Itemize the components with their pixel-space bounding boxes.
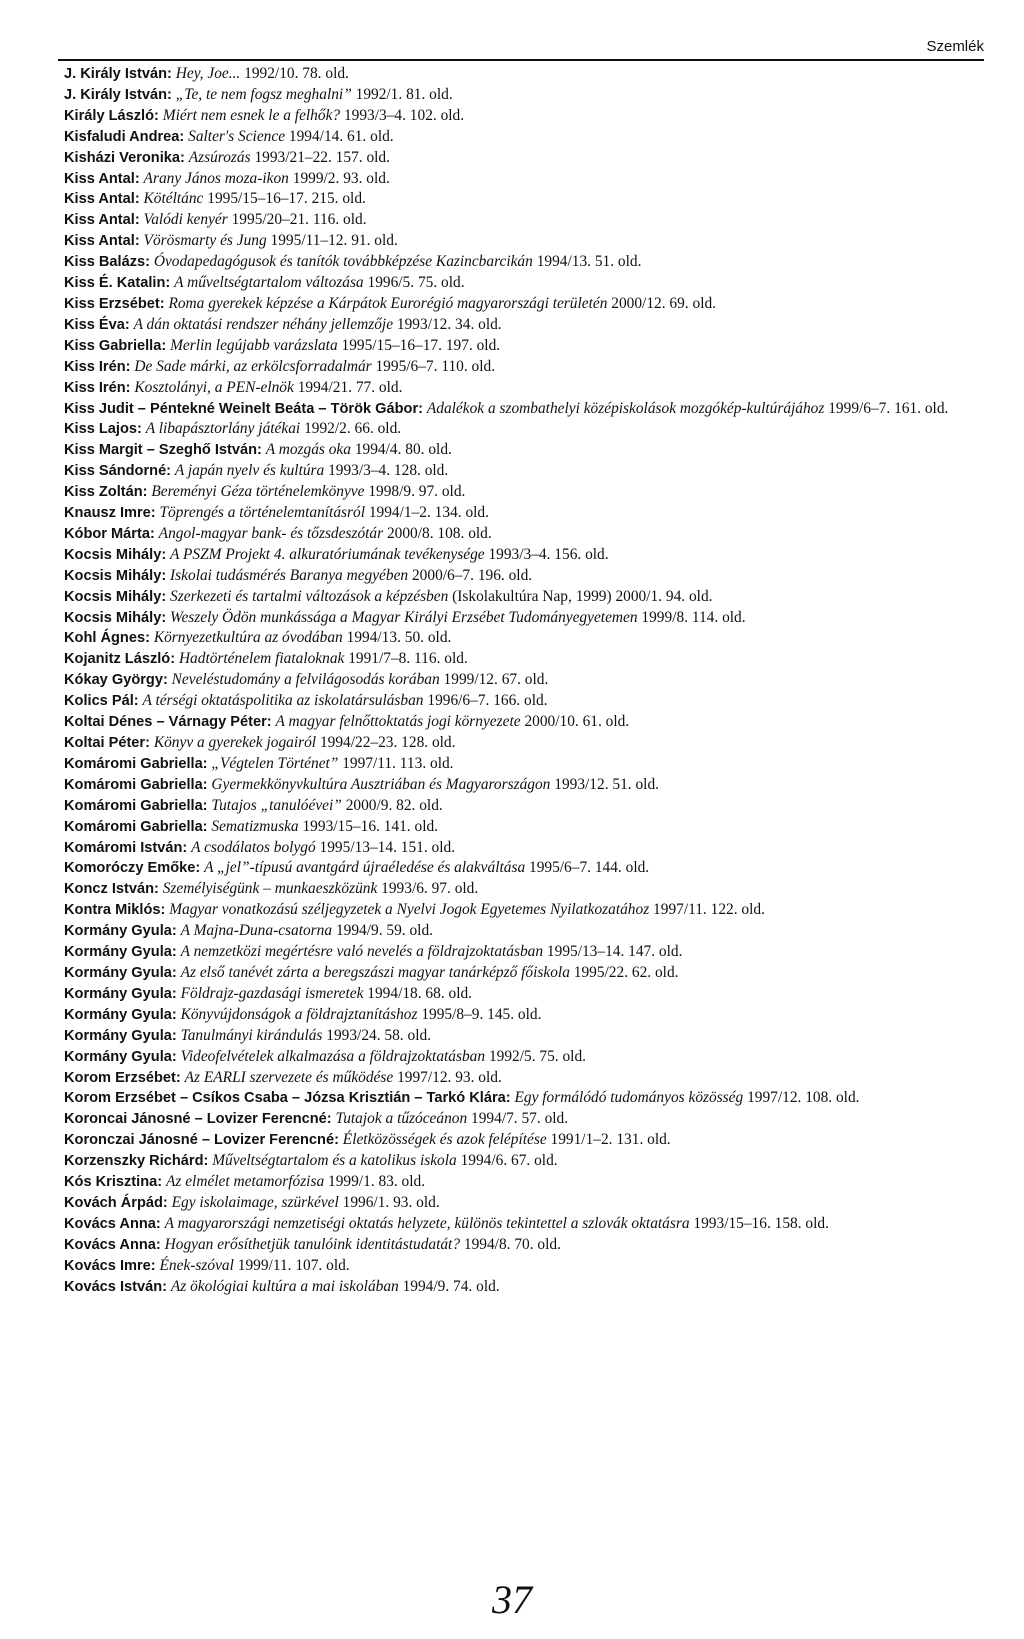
entry-author: Kormány Gyula: [64,1027,177,1044]
bibliography-entry [64,1193,976,1214]
entry-reference: 1993/21–22. 157. old. [254,148,390,166]
entry-author: Kovács Anna: [64,1236,161,1253]
entry-author: Kiss Balázs: [64,254,150,271]
bibliography-entry [64,127,976,148]
bibliography-entry [64,210,976,231]
entry-author: Kiss É. Katalin: [64,275,171,292]
bibliography-entry [64,252,976,273]
entry-author: Király László: [64,107,159,124]
entry-title: Arany János moza-ikon [143,169,289,187]
entry-author: Kovács Anna: [64,1215,161,1232]
entry-title: Műveltségtartalom és a katolikus iskola [212,1152,457,1170]
entry-reference: 1993/3–4. 102. old. [343,106,465,124]
section-title: Szemlék [926,38,984,55]
bibliography-entry [64,628,976,649]
entry-title: Merlin legújabb varázslata [170,336,338,354]
bibliography-entry [64,649,976,670]
entry-title: „Te, te nem fogsz meghalni” [175,85,352,103]
entry-author: Kókay György: [64,672,168,689]
entry-author: Koltai Péter: [64,735,150,751]
entry-author: Kormány Gyula: [64,985,177,1002]
entry-title: Tutajok a tűzóceánon [335,1110,468,1128]
bibliography-entry [64,524,976,545]
entry-author: J. Király István: [64,86,172,103]
entry-reference: 2000/12. 69. old. [611,294,717,312]
bibliography-entry [64,1109,976,1130]
entry-title: A dán oktatási rendszer néhány jellemzője [133,315,394,333]
entry-title: Hogyan erősíthetjük tanulóink identitástudatát? [164,1235,461,1253]
entry-title: Neveléstudomány a felvilágosodás korában [171,671,440,689]
entry-reference: 1995/15–16–17. 197. old. [341,336,501,354]
entry-author: Kiss Irén: [64,358,131,375]
bibliography-entry [64,189,976,210]
entry-title: Iskolai tudásmérés Baranya megyében [170,566,409,584]
entry-author: Koltai Dénes – Várnagy Péter: [64,714,272,731]
entry-reference: 1995/20–21. 116. old. [231,211,367,229]
entry-author: Korzenszky Richárd: [64,1153,209,1170]
entry-author: Kiss Éva: [64,316,130,333]
bibliography-entry [64,231,976,252]
entry-author: Kiss Zoltán: [64,484,148,501]
bibliography-entry [64,879,976,900]
entry-title: Gyermekkönyvkultúra Ausztriában és Magyarországon [211,775,551,793]
entry-author: Kormány Gyula: [64,944,177,961]
entry-reference: 1991/7–8. 116. old. [348,650,468,668]
bibliography-entry [64,336,976,357]
bibliography-entry [64,1068,976,1089]
entry-title: Töprengés a történelemtanításról [159,504,365,522]
bibliography-entry [64,900,976,921]
entry-author: Kós Krisztina: [64,1174,163,1191]
entry-author: Kiss Sándorné: [64,463,172,480]
entry-reference: 1993/12. 34. old. [396,315,502,333]
entry-title: A nemzetközi megértésre való nevelés a földrajzoktatásban [180,943,544,961]
entry-author: Kormány Gyula: [64,923,177,940]
bibliography-entry [64,670,976,691]
entry-author: Komoróczy Emőke: [64,860,201,877]
bibliography-entry [64,775,976,796]
bibliography-entry [64,273,976,294]
bibliography-entry [64,64,976,85]
bibliography-entry [64,315,976,336]
entry-reference: 1994/13. 51. old. [536,253,642,271]
entry-title: De Sade márki, az erkölcsforradalmár [134,357,372,375]
entry-title: Hadtörténelem fiataloknak [178,650,345,668]
entry-author: Kormány Gyula: [64,1006,177,1023]
entry-author: Komáromi Gabriella: [64,755,208,772]
bibliography-entry [64,1005,976,1026]
entry-title: Az elmélet metamorfózisa [165,1173,325,1191]
bibliography-entry [64,357,976,378]
entry-author: Koncz István: [64,881,159,898]
bibliography-entry [64,942,976,963]
entry-reference: 1995/6–7. 144. old. [529,859,650,877]
entry-title: Személyiségünk – munkaeszközünk [162,880,378,898]
bibliography-entry [64,712,976,733]
bibliography-entry [64,378,976,399]
entry-reference: 1994/22–23. 128. old. [319,734,456,751]
entry-title: Környezetkultúra az óvodában [153,629,343,647]
entry-author: Korom Erzsébet – Csíkos Csaba – Józsa Krisztián – Tarkó Klára: [64,1090,511,1107]
entry-reference: 1995/22. 62. old. [573,963,679,981]
entry-title: Könyv a gyerekek jogairól [153,734,317,751]
page-number: 37 [492,1577,532,1622]
entry-author: Kisházi Veronika: [64,149,185,166]
entry-title: Videofelvételek alkalmazása a földrajzoktatásban [180,1047,486,1065]
bibliography-entry [64,169,976,190]
entry-author: Komáromi Gabriella: [64,818,208,835]
entry-author: Kolics Pál: [64,693,139,710]
entry-title: A magyar felnőttoktatás jogi környezete [275,713,521,731]
entry-author: Korom Erzsébet: [64,1069,181,1086]
entry-title: „Végtelen Történet” [211,754,339,772]
entry-reference: 1993/15–16. 141. old. [302,817,439,835]
bibliography-entry [64,419,976,440]
entry-title: A csodálatos bolygó [191,838,316,856]
entry-title: Tanulmányi kirándulás [180,1026,323,1044]
entry-title: Miért nem esnek le a felhők? [162,106,341,124]
entry-title: Valódi kenyér [143,211,228,229]
entry-reference: 1993/3–4. 156. old. [488,545,609,563]
entry-author: Kocsis Mihály: [64,588,167,605]
bibliography-entry [64,754,976,775]
entry-reference: 2000/6–7. 196. old. [411,566,533,584]
entry-title: Egy iskolaimage, szürkével [171,1193,339,1211]
entry-title: A mozgás oka [265,441,351,459]
entry-reference: 1999/12. 67. old. [443,671,549,689]
entry-title: A japán nyelv és kultúra [174,462,325,480]
entry-title: Egy formálódó tudományos közösség [514,1089,744,1107]
entry-title: Az EARLI szervezete és működése [184,1068,394,1086]
entry-author: Koroncai Jánosné – Lovizer Ferencné: [64,1111,332,1128]
bibliography-entry [64,482,976,503]
entry-reference: 1997/12. 108. old. [747,1089,860,1107]
bibliography-entry [64,1026,976,1047]
entry-reference: 1993/3–4. 128. old. [328,462,449,480]
entry-author: Kocsis Mihály: [64,546,167,563]
entry-reference: 1995/13–14. 147. old. [546,943,683,961]
bibliography-entry [64,963,976,984]
entry-reference: 1995/6–7. 110. old. [375,357,496,375]
entry-title: Az ökológiai kultúra a mai iskolában [170,1277,399,1295]
entry-reference: 1992/2. 66. old. [304,420,402,438]
entry-author: Komáromi Gabriella: [64,776,208,793]
bibliography-entry [64,294,976,315]
entry-reference: 1993/15–16. 158. old. [693,1214,829,1232]
entry-reference: 1995/11–12. 91. old. [270,232,398,250]
bibliography-entry [64,1047,976,1068]
entry-author: Kormány Gyula: [64,964,177,981]
entry-reference: 1996/6–7. 166. old. [427,692,548,710]
bibliography-entry [64,566,976,587]
bibliography-entry [64,796,976,817]
entry-author: Kocsis Mihály: [64,567,167,584]
entry-reference: 1994/7. 57. old. [471,1110,569,1128]
entry-title: Vörösmarty és Jung [143,232,267,250]
entry-reference: 1994/21. 77. old. [297,378,403,396]
entry-reference: 1994/14. 61. old. [288,127,394,145]
bibliography-entry [64,440,976,461]
entry-title: A „jel”-típusú avantgárd újraéledése és alakváltása [204,859,526,877]
bibliography-entry [64,399,976,420]
entry-title: Tutajos „tanulóévei” [211,796,342,814]
entry-reference: 1993/6. 97. old. [381,880,479,898]
entry-reference: 1999/6–7. 161. old. [828,399,949,417]
entry-reference: 1996/1. 93. old. [342,1193,440,1211]
entry-author: Kiss Irén: [64,379,131,396]
bibliography-entry [64,1277,976,1298]
bibliography-entry [64,817,976,838]
bibliography-entry [64,858,976,879]
entry-title: Kötéltánc [143,190,204,208]
entry-reference: 1991/1–2. 131. old. [550,1131,671,1149]
entry-title: Weszely Ödön munkássága a Magyar Királyi Erzsébet Tudományegyetemen [170,608,638,626]
entry-reference: 1994/6. 67. old. [460,1152,558,1170]
entry-author: Kóbor Márta: [64,525,155,542]
entry-reference: 2000/9. 82. old. [345,796,443,814]
bibliography-entry [64,1130,976,1151]
entry-author: Kiss Antal: [64,233,140,250]
entry-author: Kiss Lajos: [64,421,142,438]
bibliography-entry [64,545,976,566]
entry-reference: 1994/13. 50. old. [346,629,452,647]
entry-author: Kovách Árpád: [64,1194,168,1211]
entry-reference: 1995/15–16–17. 215. old. [207,190,366,208]
entry-author: Kojanitz László: [64,651,176,668]
entry-reference: 1996/5. 75. old. [367,274,465,292]
entry-title: Roma gyerekek képzése a Kárpátok Eurorégió magyarországi területén [168,294,608,312]
entry-title: Az első tanévét zárta a beregszászi magyar tanárképző főiskola [180,963,570,981]
bibliography-entry [64,1172,976,1193]
entry-title: Magyar vonatkozású széljegyzetek a Nyelvi Jogok Egyetemes Nyilatkozatához [169,901,650,919]
entry-reference: 1995/13–14. 151. old. [319,838,456,856]
entry-reference: 1998/9. 97. old. [368,483,466,501]
bibliography-entry [64,85,976,106]
entry-author: Kiss Erzsébet: [64,295,165,312]
entry-author: Kiss Judit – Péntekné Weinelt Beáta – Török Gábor: [64,400,423,417]
entry-title: Salter's Science [188,127,286,145]
entry-title: Ének-szóval [159,1256,234,1274]
bibliography-entry [64,461,976,482]
entry-reference: 1993/12. 51. old. [554,775,659,793]
bibliography-entry [64,1256,976,1277]
entry-reference: 1994/1–2. 134. old. [368,504,489,522]
entry-reference: 1994/9. 59. old. [335,922,433,940]
entry-title: A műveltségtartalom változása [174,274,364,292]
entry-reference: 1994/8. 70. old. [463,1235,561,1253]
entry-reference: 1995/8–9. 145. old. [421,1005,542,1023]
entry-title: Óvodapedagógusok és tanítók továbbképzése Kazincbarcikán [153,253,533,271]
entry-author: Koronczai Jánosné – Lovizer Ferencné: [64,1132,339,1149]
entry-title: A libapásztorlány játékai [145,420,301,438]
bibliography-entry [64,733,976,754]
entry-author: Kormány Gyula: [64,1048,177,1065]
entry-title: Életközösségek és azok felépítése [342,1131,547,1149]
entry-title: Könyvújdonságok a földrajztanításhoz [180,1005,418,1023]
entry-reference: 1994/18. 68. old. [367,984,473,1002]
entry-author: Kiss Antal: [64,212,140,229]
entry-reference: 1999/11. 107. old. [237,1256,350,1274]
entry-title: Kosztolányi, a PEN-elnök [134,378,294,396]
entry-author: J. Király István: [64,66,172,82]
bibliography-entry [64,984,976,1005]
entry-title: A magyarországi nemzetiségi oktatás helyzete, különös tekintettel a szlovák oktatásra [164,1214,690,1232]
entry-author: Kiss Gabriella: [64,337,167,354]
entry-author: Kovács Imre: [64,1257,156,1274]
bibliography-entry [64,148,976,169]
entry-title: Hey, Joe... [175,65,241,82]
entry-author: Kisfaludi Andrea: [64,128,185,145]
bibliography-entry [64,608,976,629]
entry-reference: 1994/4. 80. old. [354,441,452,459]
entry-reference: 1992/5. 75. old. [488,1047,586,1065]
entry-title: Azsúrozás [188,148,251,166]
entry-title: A térségi oktatáspolitika az iskolatársulásban [142,692,424,710]
page-header [58,26,984,66]
bibliography-list [64,64,976,1297]
header-rule [58,59,984,61]
entry-reference: 1992/1. 81. old. [355,85,453,103]
entry-title: Angol-magyar bank- és tőzsdeszótár [158,524,384,542]
entry-reference: 1999/1. 83. old. [328,1173,426,1191]
entry-reference: 1992/10. 78. old. [244,65,349,82]
entry-reference: 2000/8. 108. old. [386,524,492,542]
entry-title: Sematizmuska [211,817,299,835]
entry-title: Földrajz-gazdasági ismeretek [180,984,364,1002]
entry-title: A Majna-Duna-csatorna [180,922,333,940]
entry-reference: 1999/2. 93. old. [292,169,390,187]
entry-author: Knausz Imre: [64,505,156,522]
entry-title: Adalékok a szombathelyi középiskolások mozgókép-kultúrájához [426,399,825,417]
entry-reference: (Iskolakultúra Nap, 1999) 2000/1. 94. old. [452,587,713,605]
entry-author: Kovács István: [64,1278,168,1295]
entry-reference: 1997/11. 122. old. [653,901,765,919]
entry-reference: 2000/10. 61. old. [524,713,630,731]
entry-reference: 1993/24. 58. old. [326,1026,432,1044]
bibliography-entry [64,1151,976,1172]
bibliography-entry [64,691,976,712]
entry-author: Kocsis Mihály: [64,609,167,626]
entry-title: Szerkezeti és tartalmi változások a képzésben [170,587,449,605]
entry-author: Kiss Antal: [64,170,140,187]
bibliography-entry [64,1088,976,1109]
entry-author: Kiss Antal: [64,191,140,208]
bibliography-entry [64,838,976,859]
entry-author: Komáromi Gabriella: [64,797,208,814]
bibliography-entry [64,1214,976,1235]
entry-author: Kiss Margit – Szeghő István: [64,442,262,459]
bibliography-entry [64,1235,976,1256]
entry-reference: 1997/12. 93. old. [397,1068,502,1086]
entry-title: Bereményi Géza történelemkönyve [151,483,365,501]
entry-author: Kontra Miklós: [64,902,166,919]
bibliography-entry [64,587,976,608]
entry-title: A PSZM Projekt 4. alkuratóriumának tevékenysége [170,545,485,563]
entry-author: Kohl Ágnes: [64,630,150,647]
entry-reference: 1997/11. 113. old. [342,754,454,772]
entry-author: Komáromi István: [64,839,188,856]
bibliography-entry [64,106,976,127]
entry-reference: 1999/8. 114. old. [641,608,746,626]
bibliography-entry [64,503,976,524]
entry-reference: 1994/9. 74. old. [402,1277,500,1295]
bibliography-entry [64,921,976,942]
